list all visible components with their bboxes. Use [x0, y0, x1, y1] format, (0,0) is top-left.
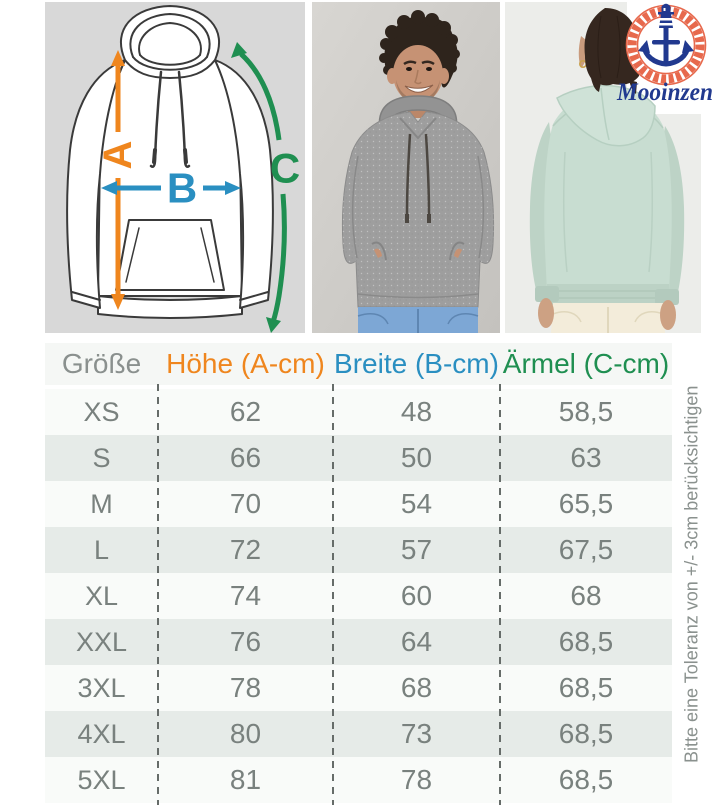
breite-cell: 48: [400, 396, 433, 427]
size-cell: S: [92, 442, 111, 473]
table-row: [45, 481, 672, 527]
hoehe-cell: 62: [229, 396, 262, 427]
brand-logo-text: Mooinzen: [616, 79, 713, 106]
column-header-breite: Breite (B-cm): [334, 348, 499, 379]
size-cell: L: [93, 534, 110, 565]
breite-cell: 78: [400, 764, 433, 795]
model-front-photo: [312, 2, 500, 333]
breite-cell: 54: [400, 488, 433, 519]
aermel-cell: 68,5: [558, 672, 614, 703]
table-row: [45, 711, 672, 757]
table-row: [45, 665, 672, 711]
aermel-cell: 68,5: [558, 718, 614, 749]
hoehe-cell: 81: [229, 764, 262, 795]
anchor-lighthouse-icon: [613, 0, 717, 108]
column-header-hoehe: Höhe (A-cm): [166, 348, 325, 379]
table-row: [45, 435, 672, 481]
hoodie-measurement-diagram: [45, 2, 305, 333]
column-divider: [499, 384, 501, 805]
size-table-body: [45, 389, 672, 803]
size-cell: 4XL: [77, 718, 126, 749]
size-table-header: [45, 343, 672, 385]
man-jeans: [358, 307, 478, 333]
size-cell: XXL: [75, 626, 128, 657]
woman-pants: [551, 303, 665, 333]
column-header-size: Größe: [61, 348, 142, 379]
table-row: [45, 573, 672, 619]
size-cell: 5XL: [77, 764, 126, 795]
breite-cell: 73: [400, 718, 433, 749]
hoehe-cell: 66: [229, 442, 262, 473]
hoehe-cell: 78: [229, 672, 262, 703]
label-b: B: [166, 164, 198, 212]
size-cell: XS: [83, 396, 120, 427]
column-divider: [332, 384, 334, 805]
table-row: [45, 389, 672, 435]
brand-logo: [613, 0, 717, 108]
aermel-cell: 68,5: [558, 626, 614, 657]
hoehe-cell: 80: [229, 718, 262, 749]
size-cell: XL: [84, 580, 119, 611]
aermel-cell: 68: [570, 580, 602, 611]
aermel-cell: 65,5: [558, 488, 614, 519]
aermel-cell: 68,5: [558, 764, 614, 795]
size-cell: 3XL: [77, 672, 126, 703]
breite-cell: 57: [400, 534, 433, 565]
breite-cell: 60: [400, 580, 433, 611]
label-a: A: [96, 140, 140, 170]
table-row: [45, 527, 672, 573]
hoodie-diagram-illustration: [45, 2, 305, 333]
column-header-aermel: Ärmel (C-cm): [502, 348, 670, 379]
hoehe-cell: 76: [229, 626, 262, 657]
table-row: [45, 757, 672, 803]
breite-cell: 68: [400, 672, 433, 703]
breite-cell: 50: [400, 442, 433, 473]
column-divider: [157, 384, 159, 805]
aermel-cell: 67,5: [558, 534, 614, 565]
aermel-cell: 58,5: [558, 396, 614, 427]
man-gray-hoodie-illustration: [312, 2, 500, 333]
hoehe-cell: 72: [229, 534, 262, 565]
label-c: C: [269, 144, 301, 192]
hoehe-cell: 74: [229, 580, 262, 611]
hoehe-cell: 70: [229, 488, 262, 519]
table-row: [45, 619, 672, 665]
size-cell: M: [90, 488, 113, 519]
breite-cell: 64: [400, 626, 433, 657]
aermel-cell: 63: [570, 442, 602, 473]
tolerance-note: Bitte eine Toleranz von +/- 3cm berücksichtigen: [681, 385, 702, 763]
